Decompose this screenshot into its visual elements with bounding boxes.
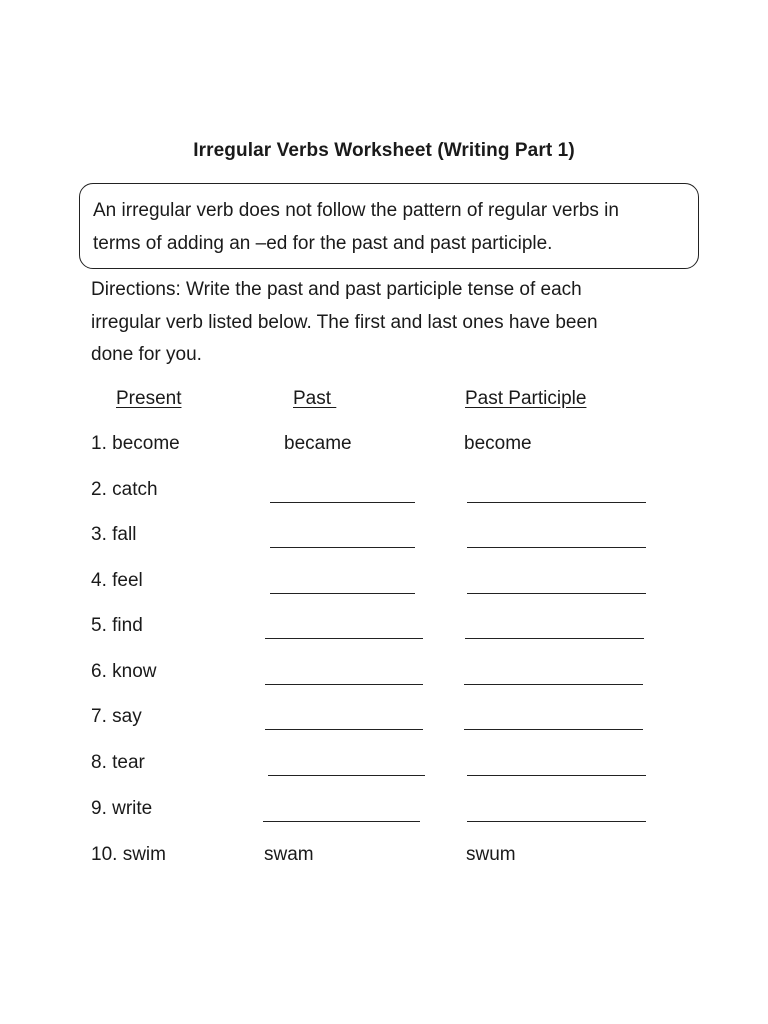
verb-row	[0, 570, 768, 600]
verb-row	[0, 615, 768, 645]
past-blank[interactable]	[270, 547, 415, 548]
present-verb: 5. find	[91, 615, 143, 636]
verb-row	[0, 798, 768, 828]
verb-row	[0, 433, 768, 463]
past-participle-blank[interactable]	[467, 821, 646, 822]
past-participle-blank[interactable]	[464, 729, 643, 730]
definition-line-1: An irregular verb does not follow the pattern of regular verbs in	[93, 200, 619, 221]
verb-row	[0, 661, 768, 691]
present-verb: 3. fall	[91, 524, 137, 545]
past-blank[interactable]	[268, 775, 425, 776]
present-verb: 1. become	[91, 433, 180, 454]
past-blank[interactable]	[263, 821, 420, 822]
past-participle-answer: become	[464, 433, 532, 454]
present-verb: 7. say	[91, 706, 142, 727]
directions-line-3: done for you.	[91, 344, 202, 365]
column-header-past: Past	[293, 388, 337, 409]
past-participle-blank[interactable]	[464, 684, 643, 685]
present-verb: 4. feel	[91, 570, 143, 591]
verb-row	[0, 479, 768, 509]
past-participle-blank[interactable]	[467, 593, 646, 594]
past-participle-blank[interactable]	[467, 775, 646, 776]
past-blank[interactable]	[270, 502, 415, 503]
definition-box	[79, 183, 699, 269]
present-verb: 9. write	[91, 798, 153, 819]
verb-row	[0, 844, 768, 874]
verb-row	[0, 706, 768, 736]
past-blank[interactable]	[265, 638, 423, 639]
verb-row	[0, 524, 768, 554]
past-participle-blank[interactable]	[467, 502, 646, 503]
past-answer: swam	[264, 844, 314, 865]
directions	[91, 274, 691, 372]
directions-line-1: Directions: Write the past and past participle tense of each	[91, 279, 582, 300]
present-verb: 8. tear	[91, 752, 145, 773]
past-participle-answer: swum	[466, 844, 516, 865]
past-participle-blank[interactable]	[467, 547, 646, 548]
column-header-past-participle: Past Participle	[465, 388, 587, 409]
past-blank[interactable]	[265, 729, 423, 730]
past-participle-blank[interactable]	[465, 638, 644, 639]
present-verb: 6. know	[91, 661, 157, 682]
directions-line-2: irregular verb listed below. The first and last ones have been	[91, 311, 598, 333]
definition-line-2: terms of adding an –ed for the past and past participle.	[93, 233, 553, 254]
column-header-present: Present	[116, 388, 182, 409]
past-blank[interactable]	[265, 684, 423, 685]
verb-row	[0, 752, 768, 782]
past-blank[interactable]	[270, 593, 415, 594]
present-verb: 10. swim	[91, 844, 166, 865]
present-verb: 2. catch	[91, 479, 158, 500]
past-answer: became	[284, 433, 352, 454]
worksheet-title: Irregular Verbs Worksheet (Writing Part 1)	[193, 140, 575, 161]
